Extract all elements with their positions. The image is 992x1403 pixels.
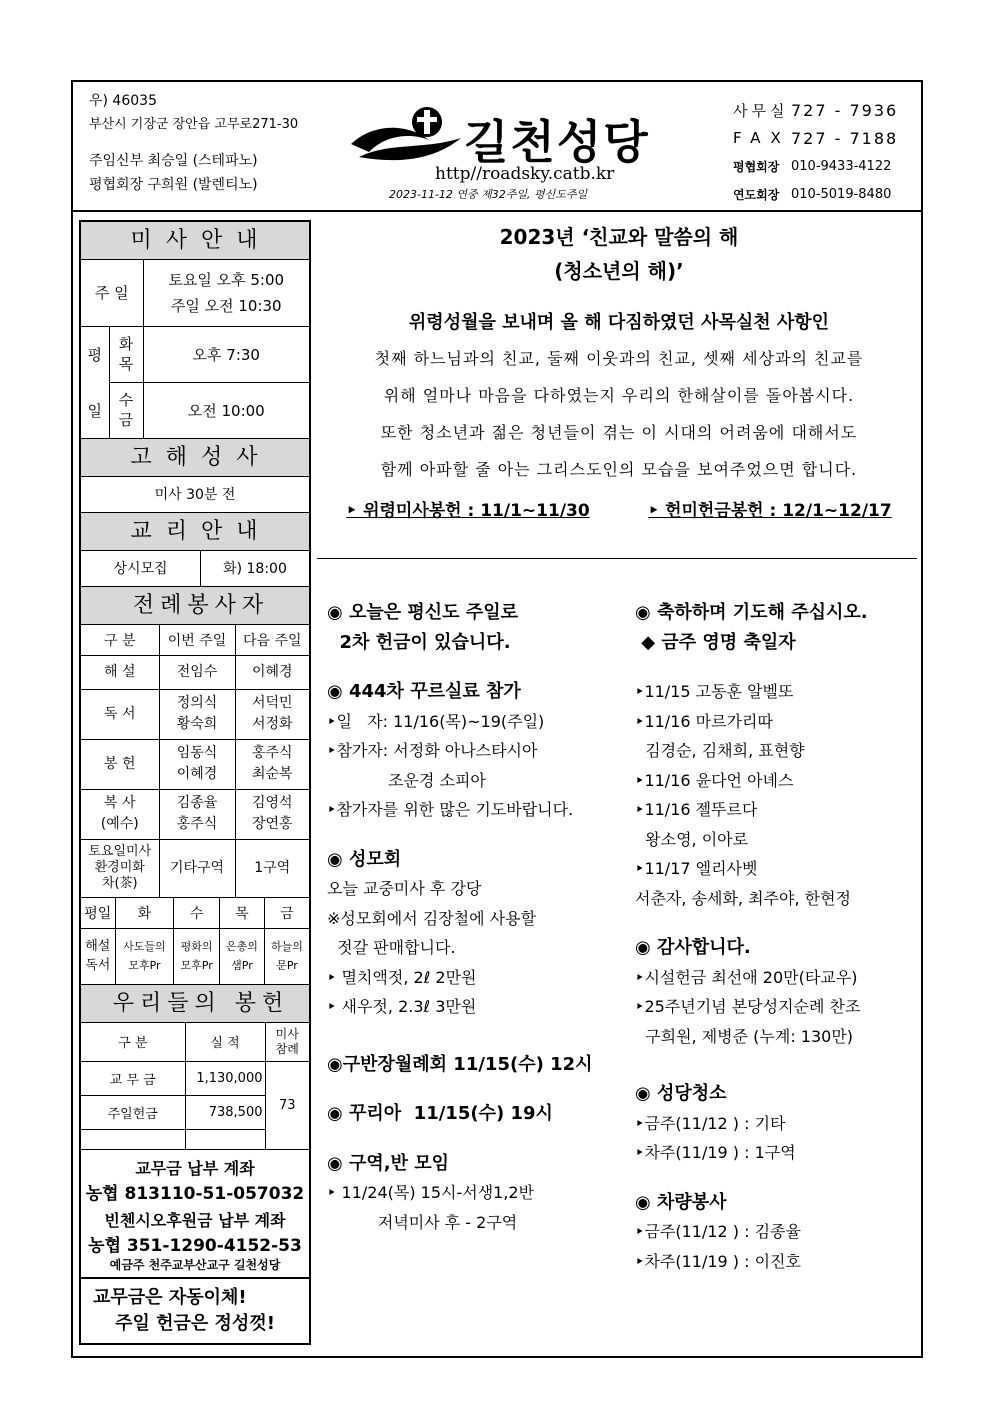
church-url[interactable]: http//roadsky.catb.kr: [435, 164, 615, 184]
announcement-line: ‣금주(11/12 ) : 기타: [635, 1113, 786, 1133]
announcement-heading: ◉ 오늘은 평신도 주일로: [327, 602, 518, 623]
sunday-label: 주 일: [81, 260, 143, 326]
announcement-heading: ◉ 축하하며 기도해 주십시오.: [635, 602, 868, 623]
announcement-line: ‣11/16 마르가리따: [635, 711, 773, 731]
requiem-mass-link[interactable]: ‣ 위령미사봉헌 : 11/1~11/30: [346, 501, 590, 521]
weekday-cell-0: 해설 독서: [81, 928, 115, 984]
servers-role-1: 독 서: [81, 689, 159, 739]
council-phone: 010-9433-4122: [791, 158, 892, 174]
announcement-line: ‣일 자: 11/16(목)~19(주일): [327, 711, 545, 731]
servers-title: 전례봉사자: [81, 587, 309, 625]
church-emblem-icon: [349, 102, 469, 172]
announcement-heading: ◉구반장월례회 11/15(수) 12시: [327, 1053, 593, 1075]
header-left: [89, 94, 298, 202]
weekday-cell-1: 사도들의 모후Pr: [115, 928, 174, 984]
announcement-line: 구희원, 제병준 (누계: 130만): [635, 1026, 854, 1046]
tue-thu-time: 오후 7:30: [143, 326, 309, 382]
offering-notice: [81, 1279, 309, 1343]
notice-line-2: 주일 헌금은 정성껏!: [115, 1313, 275, 1334]
confession-text: 미사 30분 전: [81, 477, 309, 513]
announcement-heading: ◉ 감사합니다.: [635, 937, 751, 958]
spacer: [327, 1022, 617, 1050]
mass-schedule-table: [81, 260, 309, 438]
weekday-head-2: 수: [174, 898, 220, 928]
servers-this-2: 임동식 이혜경: [159, 739, 235, 789]
wed-fri-time: 오전 10:00: [143, 382, 309, 438]
doctrine-time: 화) 18:00: [223, 561, 287, 577]
weekday-head-4: 금: [265, 898, 310, 928]
announcement-line: ‣11/16 젤뚜르다: [635, 800, 758, 819]
liturgical-date: 2023-11-12 연중 제32주일, 평신도주일: [389, 188, 588, 201]
sunday-mass-time: 주일 오전 10:30: [170, 296, 282, 315]
pastoral-body: [317, 340, 921, 488]
announcement-line: 왕소영, 이아로: [635, 829, 749, 849]
pastor: 주임신부 최승일 (스테파노): [89, 153, 258, 169]
account1-title: 교무금 납부 계좌: [135, 1159, 255, 1178]
spacer: [635, 1168, 925, 1188]
weekday-head-0: 평일: [81, 898, 115, 928]
announcement-line: 김경순, 김채희, 표현향: [635, 741, 805, 760]
servers-head-next: 다음 주일: [235, 625, 309, 655]
weekday-cell-2: 평화의 모후Pr: [174, 928, 220, 984]
body-line-3: 또한 청소년과 젊은 청년들이 겪는 이 시대의 어려움에 대해서도: [380, 423, 858, 442]
announcement-line: ‣11/17 엘리사벳: [635, 859, 758, 878]
announcement-line: ‣25주년기념 본당성지순례 찬조: [635, 997, 861, 1016]
servers-head-this: 이번 주일: [159, 625, 235, 655]
attendance-count: 73: [265, 1061, 309, 1149]
announcement-line: ‣차주(11/19 ) : 이진호: [635, 1251, 801, 1271]
announcement-line: ‣ 11/24(목) 15시-서생1,2반: [327, 1183, 535, 1202]
fax-label: FAX: [733, 129, 791, 147]
wed-fri-label: 수 금: [109, 382, 143, 438]
announcement-line: 젓갈 판매합니다.: [327, 938, 456, 957]
weekday-label-2: 일: [81, 382, 109, 438]
spacer: [327, 1079, 617, 1099]
sidebar: [79, 220, 311, 1345]
bulletin-page: [71, 80, 923, 1358]
servers-next-3: 김영석 장연홍: [235, 789, 309, 839]
office-label: 사무실: [733, 101, 789, 120]
body-line-2: 위해 얼마나 마음을 다하였는지 우리의 한해살이를 돌아봅시다.: [383, 386, 855, 405]
offering-value-empty: [185, 1129, 265, 1149]
account2-number: 농협 351-1290-4152-53: [88, 1236, 302, 1256]
announcement-heading: ◉ 444차 꾸르실료 참가: [327, 681, 521, 702]
spacer: [635, 1051, 925, 1079]
mass-info-title: 미사안내: [81, 222, 309, 260]
confession-title: 고해성사: [81, 439, 309, 477]
weekday-cell-4: 하늘의 문Pr: [265, 928, 310, 984]
address: 부산시 기장군 장안읍 고무로271-30: [89, 117, 299, 132]
announcements-left: [327, 598, 617, 1237]
offering-title: 우리들의 봉헌: [81, 985, 309, 1023]
servers-role-0: 해 설: [81, 655, 159, 689]
spacer: [327, 1129, 617, 1149]
weekday-head-1: 화: [115, 898, 174, 928]
offering-links: [317, 496, 921, 521]
announcement-line: ‣차주(11/19 ) : 1구역: [635, 1143, 796, 1162]
office-phone: 727 - 7936: [791, 100, 899, 120]
announcement-heading: ◉ 차량봉사: [635, 1191, 727, 1213]
weekday-cell-3: 은총의 샘Pr: [219, 928, 264, 984]
offering-label-sunday: 주일헌금: [81, 1095, 185, 1129]
announcements-right: [635, 598, 925, 1276]
announcement-line: ‣11/15 고동훈 알벨또: [635, 682, 794, 701]
notice-line-1: 교무금은 자동이체!: [93, 1287, 247, 1308]
servers-role-2: 봉 헌: [81, 739, 159, 789]
main-content: [317, 216, 921, 1271]
servers-this-3: 김종율 홍주식: [159, 789, 235, 839]
offering-head-label: 구 분: [81, 1023, 185, 1061]
header: [73, 82, 921, 212]
announcement-line: 저녁미사 후 - 2구역: [327, 1212, 518, 1232]
church-name: 길천성당: [464, 115, 650, 169]
fax-phone: 727 - 7188: [791, 128, 899, 148]
weekday-servers-table: [81, 898, 309, 984]
weekday-label-1: 평: [81, 326, 109, 382]
year-title: [317, 220, 921, 288]
announcement-line: 조운경 소피아: [327, 770, 486, 790]
announcement-line: 오늘 교중미사 후 강당: [327, 879, 482, 898]
rice-offering-link[interactable]: ‣ 헌미헌금봉헌 : 12/1~12/17: [648, 501, 892, 521]
announcement-heading: ◆ 금주 영명 축일자: [635, 631, 796, 653]
account1-number: 농협 813110-51-057032: [85, 1184, 305, 1204]
announcement-line: ※성모회에서 김장철에 사용할: [327, 908, 537, 928]
account-info: [81, 1150, 309, 1279]
youth-label: 연도회장: [733, 187, 780, 202]
announcement-heading: ◉ 성모회: [327, 848, 402, 870]
servers-this-0: 전임수: [159, 655, 235, 689]
announcement-heading: 2차 헌금이 있습니다.: [327, 631, 511, 653]
announcement-line: ‣금주(11/12 ) : 김종율: [635, 1222, 801, 1241]
offering-value-kyomu: 1,130,000: [185, 1061, 265, 1095]
offering-label-empty: [81, 1129, 185, 1149]
year-title-line2: (청소년의 해)’: [554, 259, 684, 283]
announcement-line: ‣ 새우젓, 2.3ℓ 3만원: [327, 997, 477, 1016]
announcement-line: ‣참가자를 위한 많은 기도바랍니다.: [327, 800, 574, 819]
youth-phone: 010-5019-8480: [791, 186, 892, 202]
offering-head-attendance: 미사 참례: [265, 1023, 309, 1061]
church-logo: [349, 102, 689, 202]
offering-table: [81, 1023, 309, 1149]
servers-this-1: 정의식 황숙희: [159, 689, 235, 739]
header-contacts: [733, 96, 898, 208]
servers-next-0: 이혜경: [235, 655, 309, 689]
body-line-1: 첫째 하느님과의 친교, 둘째 이웃과의 친교, 셋째 세상과의 친교를: [374, 349, 864, 368]
servers-next-1: 서덕민 서정화: [235, 689, 309, 739]
offering-head-value: 실 적: [185, 1023, 265, 1061]
announcement-line: ‣참가자: 서정화 아나스타시아: [327, 741, 538, 760]
announcement-heading: ◉ 성당청소: [635, 1083, 727, 1104]
saturday-mass-time: 토요일 오후 5:00: [168, 270, 285, 289]
servers-next-2: 홍주식 최순복: [235, 739, 309, 789]
servers-table: [81, 625, 309, 897]
doctrine-title: 교리안내: [81, 513, 309, 551]
spacer: [327, 657, 617, 677]
tue-thu-label: 화 목: [109, 326, 143, 382]
offering-label-kyomu: 교 무 금: [81, 1061, 185, 1095]
account-holder: 예금주 천주교부산교구 길천성당: [109, 1258, 281, 1272]
announcement-heading: ◉ 꾸리아 11/15(수) 19시: [327, 1103, 553, 1124]
council-head: 평협회장 구희원 (발렌티노): [89, 177, 258, 193]
divider: [317, 558, 917, 559]
servers-head-role: 구 분: [81, 625, 159, 655]
account2-title: 빈첸시오후원금 납부 계좌: [104, 1211, 286, 1230]
offering-value-sunday: 738,500: [185, 1095, 265, 1129]
announcement-line: ‣시설헌금 최선애 20만(타교우): [635, 967, 858, 987]
spacer: [635, 913, 925, 933]
announcement-heading: ◉ 구역,반 모임: [327, 1152, 450, 1174]
pastoral-heading: 위령성월을 보내며 올 해 다짐하였던 사목실천 사항인: [408, 312, 830, 333]
servers-role-4: 토요일미사 환경미화 차(茶): [81, 839, 159, 897]
servers-next-4: 1구역: [235, 839, 309, 897]
announcement-line: ‣11/16 윤다언 아녜스: [635, 770, 794, 790]
weekday-head-3: 목: [219, 898, 264, 928]
doctrine-recruit: 상시모집: [81, 551, 201, 586]
spacer: [327, 825, 617, 845]
postal-code: 우) 46035: [89, 93, 157, 109]
announcement-line: ‣ 멸치액젓, 2ℓ 2만원: [327, 967, 477, 987]
servers-this-4: 기타구역: [159, 839, 235, 897]
year-title-line1: 2023년 ‘친교와 말씀의 해: [499, 225, 739, 249]
body-line-4: 함께 아파할 줄 아는 그리스도인의 모습을 보여주었으면 합니다.: [380, 460, 858, 479]
council-label: 평협회장: [733, 159, 780, 174]
servers-role-3: 복 사 (예수): [81, 789, 159, 839]
spacer: [635, 657, 925, 677]
announcement-line: 서춘자, 송세화, 최주야, 한현정: [635, 888, 851, 908]
